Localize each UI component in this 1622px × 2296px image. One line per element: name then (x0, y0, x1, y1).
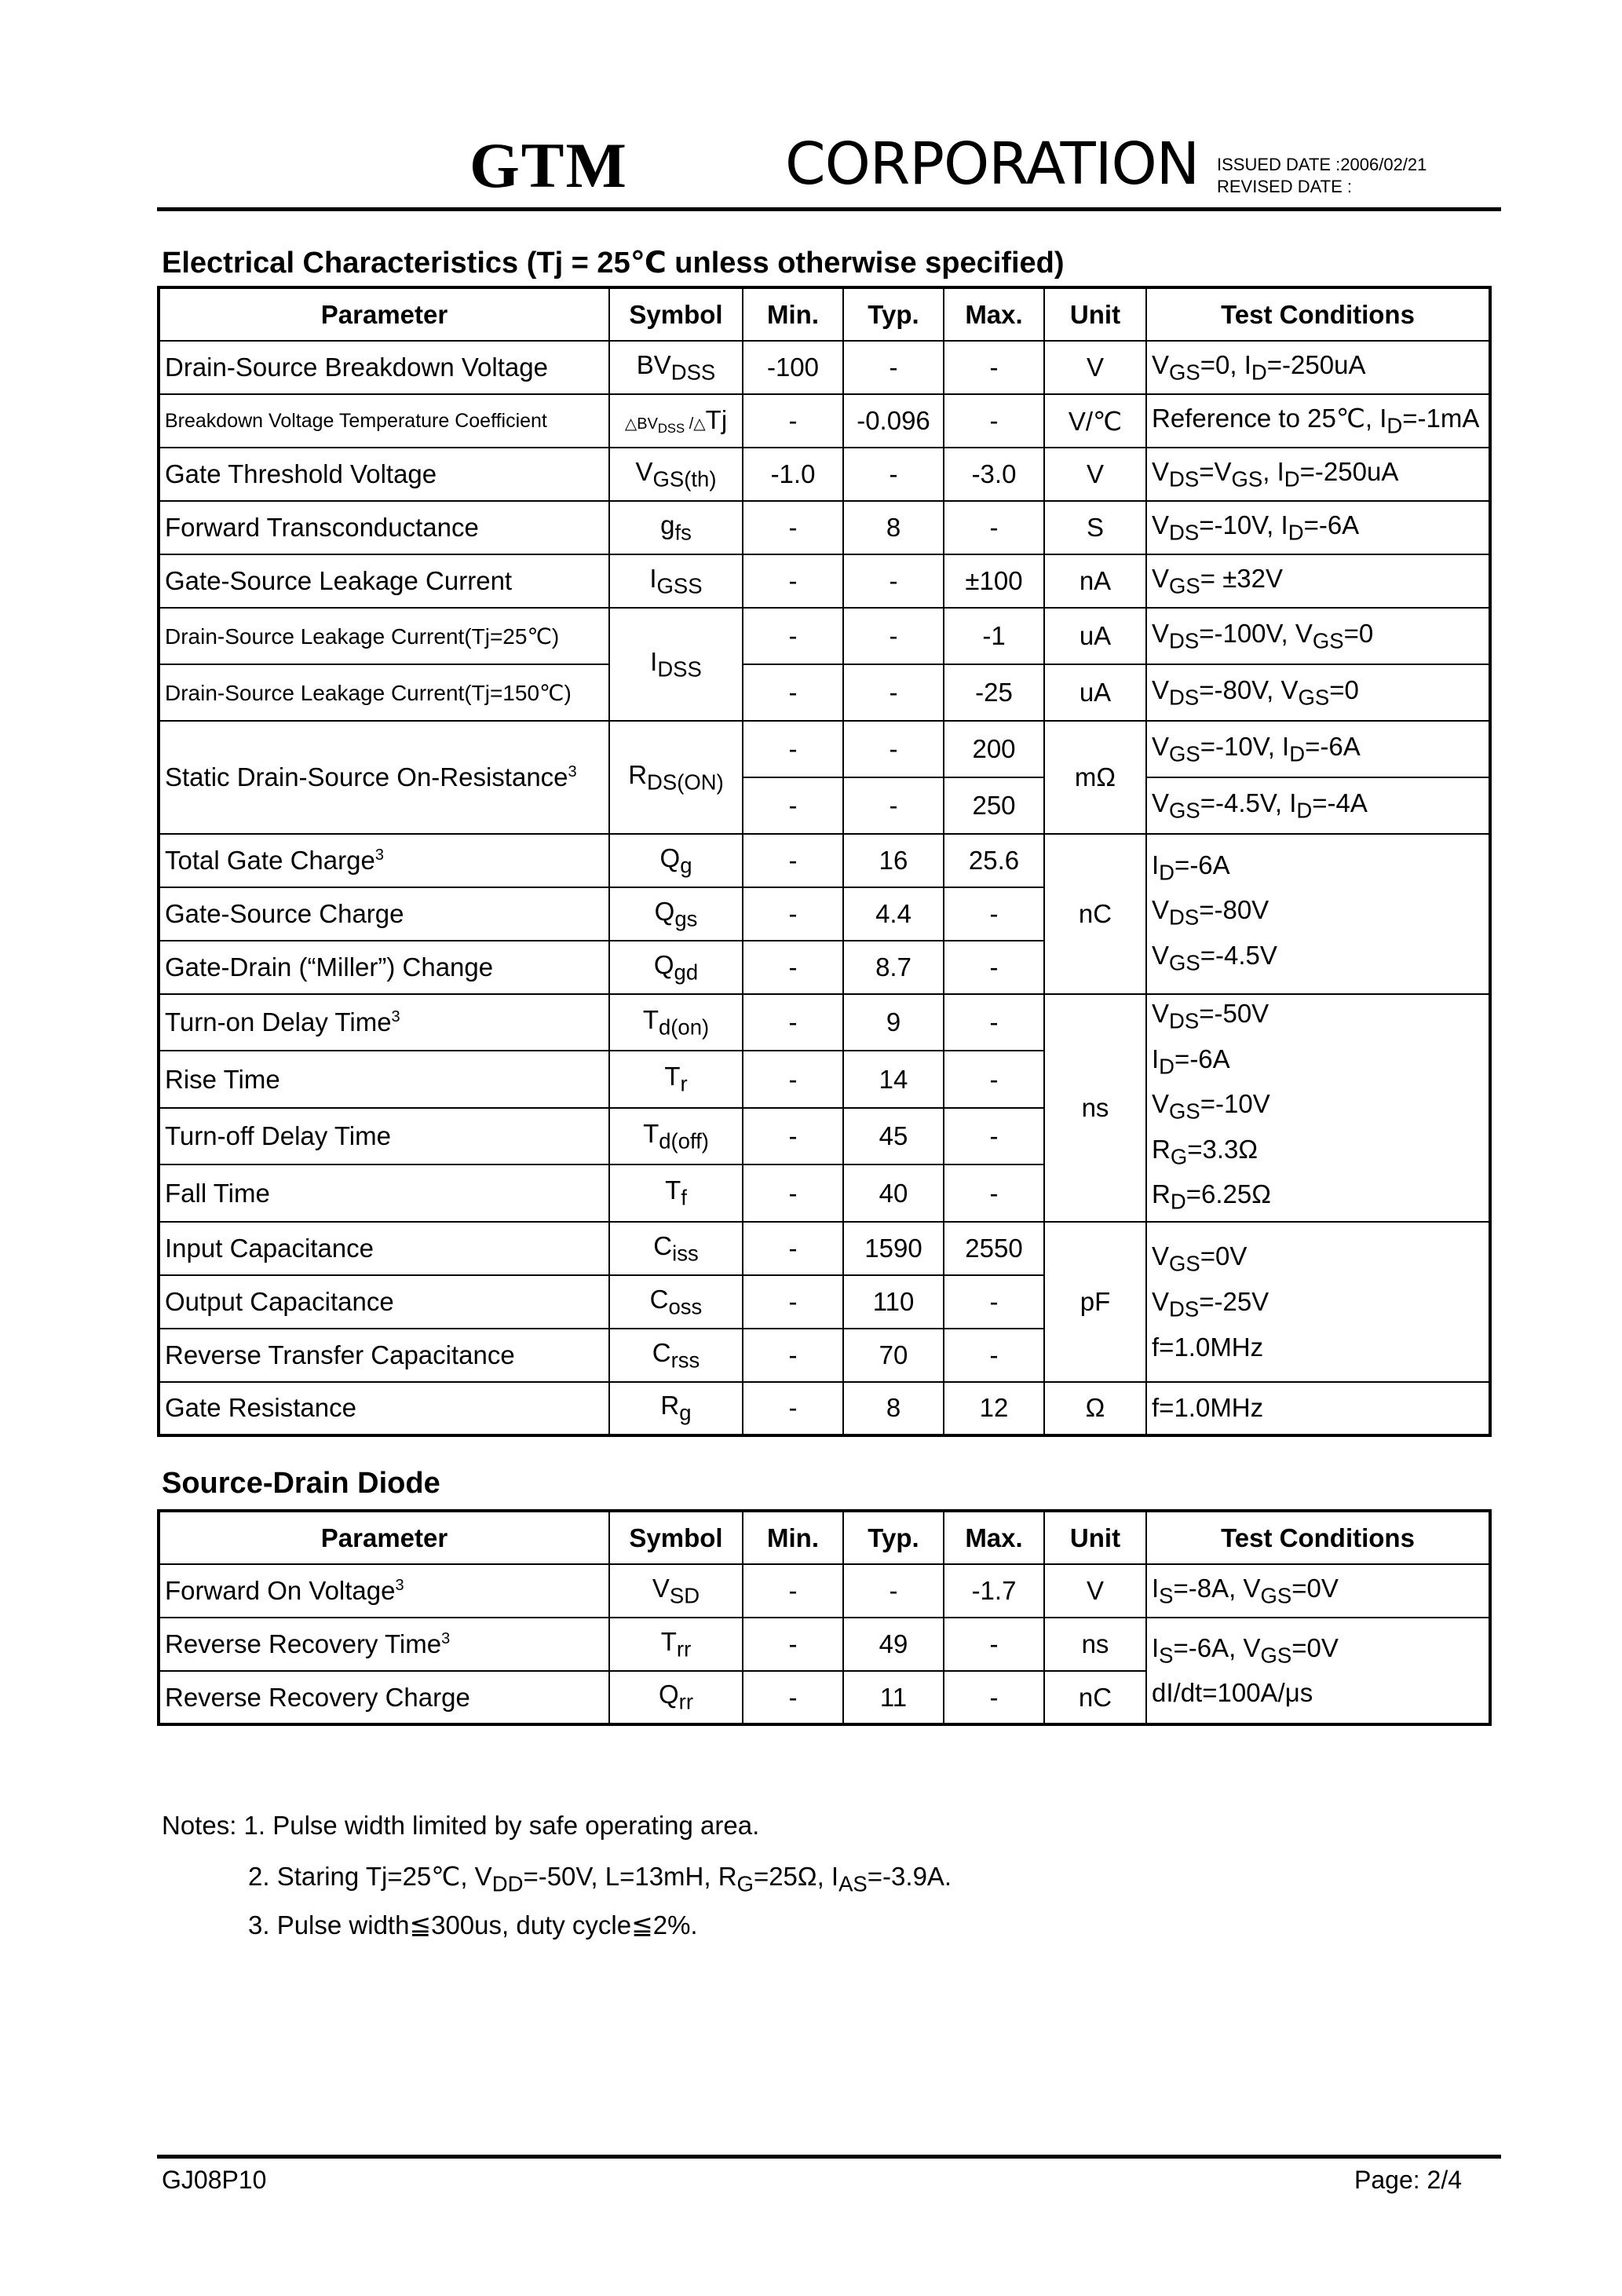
unit-cell: nC (1044, 834, 1146, 994)
min-cell: - (743, 664, 843, 721)
condition-cell: $I_S=-8A$, $V_{GS}=0V$ (1146, 1564, 1490, 1618)
max-cell: - (944, 501, 1044, 554)
header-typ: Typ. (843, 287, 944, 341)
condition-cell: $V_{DS}=-80V$, $V_{GS}=0$ (1146, 664, 1490, 721)
min-cell: - (743, 1618, 843, 1671)
unit-cell: pF (1044, 1222, 1146, 1382)
param-cell: Gate-Drain (“Miller”) Change (159, 941, 609, 994)
unit-cell: ns (1044, 994, 1146, 1222)
symbol-cell: $T_r$ (609, 1051, 743, 1107)
param-cell: Fall Time (159, 1164, 609, 1222)
param-cell: Breakdown Voltage Temperature Coefficient (159, 394, 609, 448)
unit-cell: Ω (1044, 1382, 1146, 1435)
condition-cell: $V_{DS}=V_{GS}$, $I_D=-250uA$ (1146, 448, 1490, 501)
table-row (159, 394, 1490, 448)
typ-cell: 70 (843, 1329, 944, 1382)
unit-cell: V (1044, 1564, 1146, 1618)
header-max: Max. (944, 287, 1044, 341)
param-cell: Gate-Source Leakage Current (159, 554, 609, 608)
param-cell: Gate Threshold Voltage (159, 448, 609, 501)
diode-title: Source-Drain Diode (162, 1467, 440, 1500)
symbol-cell: $R_{DS(ON)}$ (609, 721, 743, 834)
min-cell: -100 (743, 341, 843, 394)
symbol-cell: $C_{oss}$ (609, 1275, 743, 1329)
min-cell: - (743, 554, 843, 608)
condition-cell: $I_D=-6A$ $V_{DS}=-80V$ $V_{GS}=-4.5V$ (1146, 834, 1490, 994)
symbol-cell: $T_f$ (609, 1164, 743, 1222)
min-cell: - (743, 1108, 843, 1164)
unit-cell: uA (1044, 608, 1146, 664)
table-header-row (159, 287, 1490, 341)
max-cell: - (944, 994, 1044, 1051)
typ-cell: - (843, 721, 944, 777)
typ-cell: - (843, 664, 944, 721)
typ-cell: 1590 (843, 1222, 944, 1275)
table-row (159, 994, 1490, 1051)
max-cell: - (944, 1618, 1044, 1671)
min-cell: -1.0 (743, 448, 843, 501)
electrical-table (157, 286, 1492, 1437)
table-row (159, 1618, 1490, 1671)
unit-cell: ns (1044, 1618, 1146, 1671)
table-row (159, 341, 1490, 394)
table-row (159, 448, 1490, 501)
note-3: 3. Pulse width≦300us, duty cycle≦2%. (248, 1910, 698, 1940)
param-cell: Total Gate Charge$^3$ (159, 834, 609, 887)
param-cell: Reverse Recovery Charge (159, 1671, 609, 1724)
symbol-cell: $Q_{rr}$ (609, 1671, 743, 1724)
revised-date: REVISED DATE : (1217, 177, 1352, 196)
symbol-cell: $T_{d(off)}$ (609, 1108, 743, 1164)
typ-cell: 14 (843, 1051, 944, 1107)
condition-cell: $V_{DS}=-10V$, $I_D=-6A$ (1146, 501, 1490, 554)
typ-cell: 8 (843, 1382, 944, 1435)
typ-cell: - (843, 1564, 944, 1618)
note-2: 2. Staring Tj=25℃, $V_{DD}=-50V$, L=13mH, $R_G=25\Omega$, $I_{AS}=-3.9A$. (248, 1862, 952, 1896)
unit-cell: S (1044, 501, 1146, 554)
header-symbol: Symbol (609, 287, 743, 341)
symbol-cell: $Q_g$ (609, 834, 743, 887)
table-row (159, 834, 1490, 887)
header-rule (157, 207, 1501, 211)
symbol-cell: $C_{rss}$ (609, 1329, 743, 1382)
min-cell: - (743, 721, 843, 777)
symbol-cell: $Q_{gd}$ (609, 941, 743, 994)
typ-cell: 9 (843, 994, 944, 1051)
symbol-cell: $V_{SD}$ (609, 1564, 743, 1618)
header-min: Min. (743, 287, 843, 341)
max-cell: - (944, 394, 1044, 448)
param-cell: Forward Transconductance (159, 501, 609, 554)
max-cell: 250 (944, 777, 1044, 834)
header-min: Min. (743, 1511, 843, 1564)
unit-cell: V (1044, 341, 1146, 394)
symbol-cell: $g_{fs}$ (609, 501, 743, 554)
header-parameter: Parameter (159, 1511, 609, 1564)
typ-cell: 110 (843, 1275, 944, 1329)
condition-cell: $V_{GS}=0$, $I_D=-250uA$ (1146, 341, 1490, 394)
header-unit: Unit (1044, 287, 1146, 341)
table-row (159, 608, 1490, 664)
header-symbol: Symbol (609, 1511, 743, 1564)
max-cell: 25.6 (944, 834, 1044, 887)
min-cell: - (743, 1051, 843, 1107)
table-row (159, 501, 1490, 554)
typ-cell: 8.7 (843, 941, 944, 994)
condition-cell: $V_{GS}= \pm 32V$ (1146, 554, 1490, 608)
header-test-conditions: Test Conditions (1146, 1511, 1490, 1564)
unit-cell: mΩ (1044, 721, 1146, 834)
company-name: CORPORATION (785, 130, 1200, 198)
param-cell: Rise Time (159, 1051, 609, 1107)
table-header-row (159, 1511, 1490, 1564)
condition-cell: $V_{GS}=0V$ $V_{DS}=-25V$ f=1.0MHz (1146, 1222, 1490, 1382)
typ-cell: - (843, 448, 944, 501)
min-cell: - (743, 501, 843, 554)
max-cell: -25 (944, 664, 1044, 721)
electrical-title: Electrical Characteristics (Tj = 25℃ unless otherwise specified) (162, 247, 1065, 280)
table-row (159, 1382, 1490, 1435)
typ-cell: - (843, 777, 944, 834)
header-typ: Typ. (843, 1511, 944, 1564)
min-cell: - (743, 1564, 843, 1618)
param-cell: Reverse Recovery Time$^3$ (159, 1618, 609, 1671)
param-cell: Gate Resistance (159, 1382, 609, 1435)
condition-cell: $I_S=-6A$, $V_{GS}=0V$ dI/dt=100A/μs (1146, 1618, 1490, 1724)
typ-cell: 4.4 (843, 887, 944, 941)
symbol-cell: $C_{iss}$ (609, 1222, 743, 1275)
min-cell: - (743, 1329, 843, 1382)
max-cell: 2550 (944, 1222, 1044, 1275)
max-cell: - (944, 1671, 1044, 1724)
unit-cell: nC (1044, 1671, 1146, 1724)
min-cell: - (743, 1164, 843, 1222)
table-row (159, 1564, 1490, 1618)
condition-cell: f=1.0MHz (1146, 1382, 1490, 1435)
min-cell: - (743, 777, 843, 834)
max-cell: -1 (944, 608, 1044, 664)
typ-cell: 8 (843, 501, 944, 554)
max-cell: ±100 (944, 554, 1044, 608)
typ-cell: 40 (843, 1164, 944, 1222)
min-cell: - (743, 1382, 843, 1435)
min-cell: - (743, 887, 843, 941)
min-cell: - (743, 941, 843, 994)
param-cell: Drain-Source Leakage Current(Tj=150℃) (159, 664, 609, 721)
max-cell: -3.0 (944, 448, 1044, 501)
header-test-conditions: Test Conditions (1146, 287, 1490, 341)
param-cell: Reverse Transfer Capacitance (159, 1329, 609, 1382)
symbol-cell: $I_{GSS}$ (609, 554, 743, 608)
symbol-cell: $V_{GS(th)}$ (609, 448, 743, 501)
unit-cell: uA (1044, 664, 1146, 721)
header-max: Max. (944, 1511, 1044, 1564)
max-cell: - (944, 341, 1044, 394)
param-cell: Static Drain-Source On-Resistance$^3$ (159, 721, 609, 834)
param-cell: Input Capacitance (159, 1222, 609, 1275)
typ-cell: -0.096 (843, 394, 944, 448)
param-cell: Drain-Source Breakdown Voltage (159, 341, 609, 394)
condition-cell: $V_{DS}=-100V$, $V_{GS}=0$ (1146, 608, 1490, 664)
typ-cell: - (843, 341, 944, 394)
table-row (159, 721, 1490, 777)
unit-cell: nA (1044, 554, 1146, 608)
param-cell: Drain-Source Leakage Current(Tj=25℃) (159, 608, 609, 664)
note-1: Notes: 1. Pulse width limited by safe operating area. (162, 1811, 760, 1840)
min-cell: - (743, 994, 843, 1051)
table-row (159, 1222, 1490, 1275)
typ-cell: 16 (843, 834, 944, 887)
footer-rule (157, 2155, 1501, 2159)
issue-info (1217, 154, 1427, 198)
typ-cell: - (843, 554, 944, 608)
typ-cell: 11 (843, 1671, 944, 1724)
condition-cell: $V_{GS}=-4.5V$, $I_D=-4A$ (1146, 777, 1490, 834)
typ-cell: 49 (843, 1618, 944, 1671)
max-cell: - (944, 1108, 1044, 1164)
param-cell: Turn-on Delay Time$^3$ (159, 994, 609, 1051)
condition-cell: $V_{GS}=-10V$, $I_D=-6A$ (1146, 721, 1490, 777)
min-cell: - (743, 1275, 843, 1329)
max-cell: - (944, 1164, 1044, 1222)
symbol-cell: $\triangle BV_{DSS}$ /△Tj (609, 394, 743, 448)
company-logo: GTM (469, 130, 628, 201)
symbol-cell: $Q_{gs}$ (609, 887, 743, 941)
table-row (159, 664, 1490, 721)
symbol-cell: $T_{d(on)}$ (609, 994, 743, 1051)
unit-cell: V (1044, 448, 1146, 501)
footer-page-number: Page: 2/4 (1354, 2166, 1462, 2194)
typ-cell: 45 (843, 1108, 944, 1164)
max-cell: -1.7 (944, 1564, 1044, 1618)
max-cell: - (944, 1051, 1044, 1107)
issued-date: ISSUED DATE :2006/02/21 (1217, 155, 1427, 174)
unit-cell: V/℃ (1044, 394, 1146, 448)
param-cell: Gate-Source Charge (159, 887, 609, 941)
max-cell: 12 (944, 1382, 1044, 1435)
min-cell: - (743, 1222, 843, 1275)
min-cell: - (743, 394, 843, 448)
header-unit: Unit (1044, 1511, 1146, 1564)
min-cell: - (743, 834, 843, 887)
table-row (159, 554, 1490, 608)
condition-cell: Reference to 25℃, $I_D=-1mA$ (1146, 394, 1490, 448)
param-cell: Turn-off Delay Time (159, 1108, 609, 1164)
symbol-cell: $R_g$ (609, 1382, 743, 1435)
header-parameter: Parameter (159, 287, 609, 341)
footer-part-number: GJ08P10 (162, 2166, 267, 2194)
typ-cell: - (843, 608, 944, 664)
symbol-cell: $T_{rr}$ (609, 1618, 743, 1671)
max-cell: - (944, 887, 1044, 941)
min-cell: - (743, 608, 843, 664)
max-cell: - (944, 1329, 1044, 1382)
max-cell: - (944, 941, 1044, 994)
min-cell: - (743, 1671, 843, 1724)
param-cell: Forward On Voltage$^3$ (159, 1564, 609, 1618)
max-cell: 200 (944, 721, 1044, 777)
max-cell: - (944, 1275, 1044, 1329)
symbol-cell: $I_{DSS}$ (609, 608, 743, 721)
symbol-cell: $BV_{DSS}$ (609, 341, 743, 394)
diode-table (157, 1509, 1492, 1726)
param-cell: Output Capacitance (159, 1275, 609, 1329)
condition-cell: $V_{DS}=-50V$ $I_D=-6A$ $V_{GS}=-10V$ $R_G=3.3\Omega$ $R_D=6.25\Omega$ (1146, 994, 1490, 1222)
